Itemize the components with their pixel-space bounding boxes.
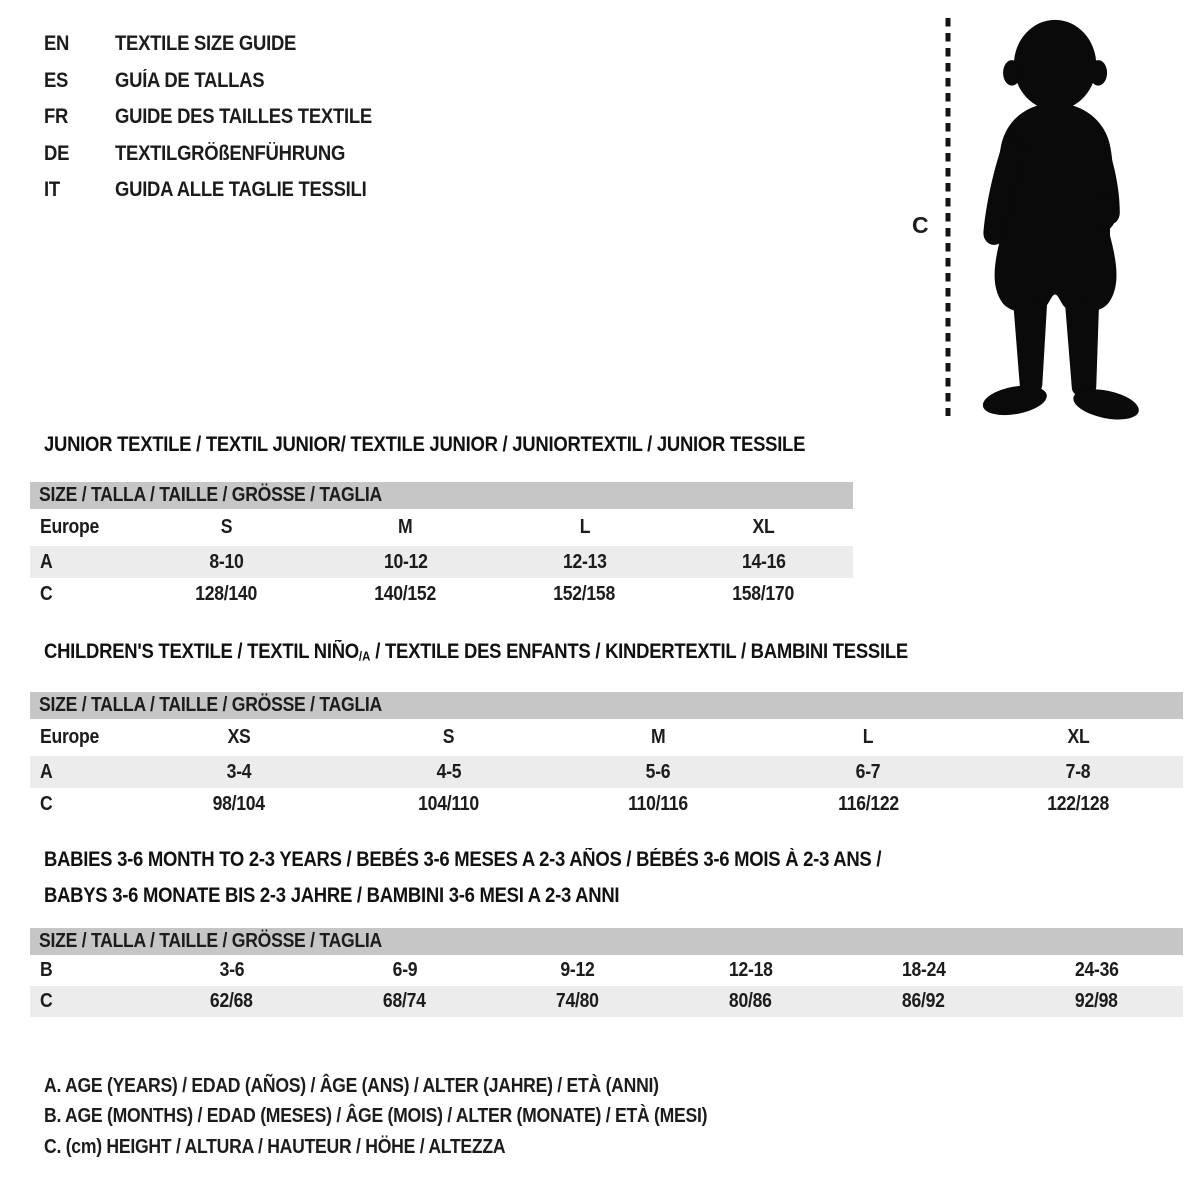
junior-row-europe xyxy=(30,509,853,546)
size-header-bar xyxy=(30,692,1183,719)
language-title: GUIDA ALLE TAGLIE TESSILI xyxy=(115,178,367,202)
age-cell: 3-4 xyxy=(226,760,252,783)
size-header-label: SIZE / TALLA / TAILLE / GRÖSSE / TAGLIA xyxy=(39,694,383,716)
size-cell: XL xyxy=(752,516,775,538)
babies-row-height xyxy=(30,986,1183,1017)
size-cell: M xyxy=(651,726,666,748)
age-cell: 10-12 xyxy=(383,550,428,573)
babies-row-months xyxy=(30,955,1183,986)
months-cell: 12-18 xyxy=(728,959,773,981)
row-label: C xyxy=(40,583,53,605)
age-cell: 5-6 xyxy=(646,760,671,783)
children-row-age xyxy=(30,756,1183,788)
language-title: TEXTILGRÖßENFÜHRUNG xyxy=(115,141,346,165)
age-cell: 12-13 xyxy=(562,550,607,573)
height-measure-dashed-line xyxy=(944,16,952,418)
height-cell: 62/68 xyxy=(210,990,254,1012)
height-cell: 158/170 xyxy=(732,583,795,605)
language-code: DE xyxy=(44,141,70,165)
language-code: IT xyxy=(44,178,60,202)
height-cell: 74/80 xyxy=(556,990,600,1012)
size-cell: L xyxy=(579,516,590,538)
height-cell: 128/140 xyxy=(195,583,258,605)
months-cell: 18-24 xyxy=(901,959,946,981)
row-label: B xyxy=(40,959,53,981)
babies-section-title-line2: BABYS 3-6 MONATE BIS 2-3 JAHRE / BAMBINI 3-6 MESI A 2-3 ANNI xyxy=(44,884,620,907)
height-cell: 98/104 xyxy=(212,793,265,815)
size-header-label: SIZE / TALLA / TAILLE / GRÖSSE / TAGLIA xyxy=(39,484,383,506)
size-header-bar xyxy=(30,928,1183,955)
children-row-height xyxy=(30,788,1183,821)
language-row-es xyxy=(44,63,407,100)
babies-section-title-line1: BABIES 3-6 MONTH TO 2-3 YEARS / BEBÉS 3-6 MESES A 2-3 AÑOS / BÉBÉS 3-6 MOIS À 2-3 ANS / xyxy=(44,848,882,871)
legend-line-c: C. (cm) HEIGHT / ALTURA / HAUTEUR / HÖHE / ALTEZZA xyxy=(44,1135,506,1158)
children-size-table xyxy=(30,692,1183,821)
junior-row-age xyxy=(30,546,853,578)
legend-line-a: A. AGE (YEARS) / EDAD (AÑOS) / ÂGE (ANS) / ALTER (JAHRE) / ETÀ (ANNI) xyxy=(44,1074,659,1097)
children-row-europe xyxy=(30,719,1183,756)
language-title: GUIDE DES TAILLES TEXTILE xyxy=(115,105,372,129)
language-row-en xyxy=(44,26,407,63)
height-cell: 86/92 xyxy=(902,990,945,1012)
age-cell: 6-7 xyxy=(855,760,881,783)
age-cell: 8-10 xyxy=(209,550,244,573)
title-subscript: /A xyxy=(358,648,371,664)
junior-row-height xyxy=(30,578,853,611)
junior-section-title: JUNIOR TEXTILE / TEXTIL JUNIOR/ TEXTILE JUNIOR / JUNIORTEXTIL / JUNIOR TESSILE xyxy=(44,433,806,456)
size-cell: XS xyxy=(227,726,251,748)
size-cell: S xyxy=(220,516,233,538)
language-title: TEXTILE SIZE GUIDE xyxy=(115,32,297,56)
age-cell: 14-16 xyxy=(741,550,786,573)
months-cell: 3-6 xyxy=(219,959,245,981)
language-row-fr xyxy=(44,99,407,136)
language-title: GUÍA DE TALLAS xyxy=(115,68,265,92)
height-measure-label: C xyxy=(912,212,929,238)
row-label: A xyxy=(40,550,53,573)
measure-legend xyxy=(44,1071,798,1163)
height-cell: 110/116 xyxy=(628,793,689,815)
language-row-it xyxy=(44,172,407,209)
age-cell: 7-8 xyxy=(1065,760,1091,783)
age-cell: 4-5 xyxy=(436,760,461,783)
language-code: FR xyxy=(44,105,69,129)
toddler-silhouette-image xyxy=(958,12,1158,424)
language-title-list xyxy=(44,26,407,209)
legend-line-b: B. AGE (MONTHS) / EDAD (MESES) / ÂGE (MOIS) / ALTER (MONATE) / ETÀ (MESI) xyxy=(44,1105,708,1128)
babies-size-table xyxy=(30,928,1183,1017)
language-row-de xyxy=(44,136,407,173)
size-cell: S xyxy=(442,726,455,748)
size-header-label: SIZE / TALLA / TAILLE / GRÖSSE / TAGLIA xyxy=(39,930,383,952)
height-cell: 116/122 xyxy=(837,793,899,815)
language-code: EN xyxy=(44,32,70,56)
size-cell: XL xyxy=(1067,726,1090,748)
height-cell: 104/110 xyxy=(418,793,479,815)
months-cell: 6-9 xyxy=(392,959,418,981)
size-cell: M xyxy=(398,516,413,538)
language-code: ES xyxy=(44,68,69,92)
row-label: C xyxy=(40,793,53,815)
size-cell: L xyxy=(862,726,874,748)
row-label: Europe xyxy=(40,726,100,748)
height-cell: 80/86 xyxy=(729,990,772,1012)
height-cell: 122/128 xyxy=(1047,793,1109,815)
size-header-bar xyxy=(30,482,853,509)
height-cell: 140/152 xyxy=(374,583,437,605)
children-section-title: CHILDREN'S TEXTILE / TEXTIL NIÑO/A / TEXTILE DES ENFANTS / KINDERTEXTIL / BAMBINI TESSILE xyxy=(44,640,908,664)
height-cell: 68/74 xyxy=(383,990,427,1012)
height-cell: 92/98 xyxy=(1075,990,1118,1012)
row-label: A xyxy=(40,760,53,783)
height-cell: 152/158 xyxy=(553,583,616,605)
months-cell: 9-12 xyxy=(560,959,595,981)
row-label: Europe xyxy=(40,516,100,538)
junior-size-table xyxy=(30,482,853,611)
months-cell: 24-36 xyxy=(1074,959,1119,981)
row-label: C xyxy=(40,990,53,1012)
